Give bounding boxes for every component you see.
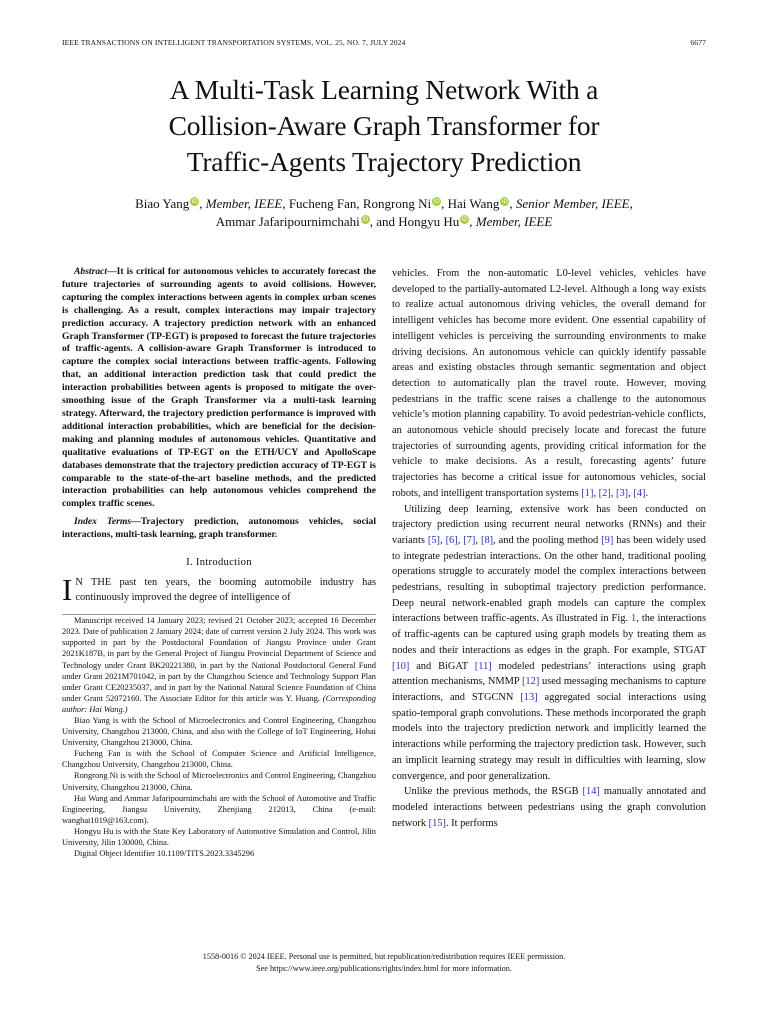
author-list [40, 195, 728, 231]
section-heading-introduction: I. Introduction [186, 557, 252, 569]
permissions-line: See https://www.ieee.org/publications/rights/index.html for more information. [256, 963, 512, 973]
abstract-label: Abstract [74, 266, 108, 277]
intro-text: N THE past ten years, the booming automobile industry has continuously improved the degree of intelligence of [75, 576, 376, 604]
footnote-affiliation: Biao Yang is with the School of Microelectronics and Control Engineering, Changzhou University, Changzhou 213000, China, and also with the College of IoT Engineering, Hohai University, Changzhou 213000, China. [62, 715, 376, 748]
index-terms [62, 516, 376, 542]
author-role: , Senior Member, IEEE, [509, 196, 633, 211]
citation-link[interactable]: [14] [582, 786, 600, 798]
body-text: , the interactions of traffic-agents can be captured using graph models by treating them as nodes and their interactions as edges in the graph. For example, STGAT [392, 613, 706, 656]
drop-cap: I [62, 571, 73, 607]
citation-link[interactable]: [9] [601, 534, 614, 546]
body-text: . It performs [445, 817, 498, 829]
abstract-dash: — [107, 266, 117, 277]
running-header [62, 38, 706, 50]
author-name: , and Hongyu Hu [369, 214, 460, 229]
body-text: modeled pedestrians’ interactions using graph attention mechanisms, NMMP [392, 660, 706, 688]
citation-link[interactable]: [11] [474, 660, 492, 672]
body-text: has been widely used to integrate pedestrian interactions. On the other hand, traditional pooling operations struggle to accurately model the complex interactions between pedestrians, resulting in suboptimal trajectory prediction performance. Deep neural network-enabled graph models can capture the complex interactions between traffic-agents. As illustrated in Fig. [392, 534, 706, 625]
orcid-icon[interactable]: iD [191, 198, 198, 205]
author-line-2 [40, 213, 728, 231]
index-terms-dash: — [131, 516, 141, 528]
body-text: used messaging mechanisms to capture interactions, and STGCNN [392, 676, 706, 703]
body-text: Unlike the previous methods, the RSGB [404, 786, 583, 798]
body-text: vehicles. From the non-automatic L0-level vehicles, vehicles have developed to the partially-automated L2-level. Although a long way exists to realize actual autonomous driving vehicles, the overall demand for intelligent vehicles has become more evident. One essential capability of intelligent vehicles is perceiving the surrounding environments to make driving decisions. An autonomous vehicle can quickly identify passable areas and existing obstacles through semantic segmentation and object detection to automatically plan the travel route. However, moving pedestrians in the traffic scene raises a challenge to the autonomous vehicle’s motion planning capability. To avoid pedestrian-vehicle conflicts, an autonomous vehicle should precisely locate and forecast the future trajectories of surrounding agents, providing critical information for the vehicle to make decisions. As a result, forecasting agents’ future trajectories has become a critical issue for autonomous vehicles, social robots, and intelligent transportation systems [392, 268, 706, 499]
footnote-doi: Digital Object Identifier 10.1109/TITS.2023.3345296 [74, 849, 255, 859]
citation-link[interactable]: [4] [633, 487, 646, 499]
author-role: , Member, IEEE [469, 214, 553, 229]
title-line-2: Collision-Aware Graph Transformer for [168, 110, 600, 141]
body-text: Utilizing deep learning, extensive work has been conducted on trajectory prediction using recurrent neural networks (RNNs) and their variants [392, 503, 706, 546]
paper-title [40, 72, 728, 180]
footnote-affiliation: Fucheng Fan is with the School of Computer Science and Artificial Intelligence, Changzhou University, Changzhou 213000, China. [62, 749, 376, 770]
footnote-affiliation: Hai Wang and Ammar Jafaripournimchahi are with the School of Automotive and Traffic Engineering, Jiangsu University, Zhenjiang 212013, China (e-mail: wanghai1019@163.com). [62, 793, 376, 825]
citation-link[interactable]: [3] [615, 487, 629, 499]
footnote-manuscript [62, 615, 376, 715]
author-name: , Fucheng Fan, Rongrong Ni [282, 196, 432, 211]
footnote-text: Manuscript received 14 January 2023; revised 21 October 2023; accepted 16 December 2023. Date of publication 2 January 2024; date of current version 2 July 2024. This work was supported in part by the Postdoctoral Foundation of Jiangsu Province under Grant 2021K187B, in part by the General Project of Jiangsu Provincial Department of Science and Technology under Grant BK20221380, in part by the National Postdoctoral General Fund under Grant 2021M701042, in part by the Changzhou Science and Technology Support Plan under Grant CE20235037, and in part by the National Natural Science Foundation of China under Grant 52072160. The Associate Editor for this article was Y. Huang. [62, 616, 376, 703]
title-line-1: A Multi-Task Learning Network With a [169, 74, 599, 105]
body-paragraph: Utilizing deep learning, extensive work has been conducted on trajectory prediction using recurrent neural networks (RNNs) and their variants [5], [6], [7], [8], and the pooling method [9] has been widely used to integrate pedestrian interactions. On the other hand, traditional pooling operations struggle to accurately model the complex interactions between pedestrians, resulting in suboptimal trajectory prediction performance. Deep neural network-enabled graph models can capture the complex interactions between traffic-agents. As illustrated in Fig. 1, the interactions of traffic-agents can be captured using graph models by treating them as nodes and their interactions as edges in the graph. For example, STGAT [10] and BiGAT [11] modeled pedestrians’ interactions using graph attention mechanisms, NMMP [12] used messaging mechanisms to capture interactions, and STGCNN [13] aggregated social interactions using spatio-temporal graph convolutions. These methods incorporated the graph models into the trajectory prediction network and implicitly learned the interactions while performing the trajectory prediction task. However, such an implicit learning strategy may result in difficulties with learning, slow convergence, and poor generalization. [392, 503, 706, 782]
abstract [62, 266, 376, 511]
body-text: aggregated social interactions using spatio-temporal graph convolutions. These methods incorporated the graph models into the trajectory prediction network and implicitly learned the interactions while performing the trajectory prediction task. However, such an implicit learning strategy may result in difficulties with learning, slow convergence, and poor generalization. [392, 691, 706, 782]
orcid-icon[interactable]: iD [433, 198, 440, 205]
corresponding-author: (Corresponding author: Hai Wang.) [62, 693, 376, 714]
citation-link[interactable]: [6] [445, 534, 458, 546]
copyright-footer [62, 951, 706, 974]
copyright-line: 1558-0016 © 2024 IEEE. Personal use is permitted, but republication/redistribution requires IEEE permission. [202, 952, 566, 961]
orcid-icon[interactable]: iD [461, 216, 468, 223]
citation-link[interactable]: [1] [581, 487, 594, 499]
author-name: Ammar Jafaripournimchahi [215, 214, 360, 229]
body-text: , and the pooling method [493, 534, 602, 546]
citation-link[interactable]: [5] [427, 534, 440, 546]
citation-link[interactable]: [12] [521, 676, 540, 688]
author-line-1 [40, 195, 728, 213]
citation-link[interactable]: [10] [392, 660, 410, 672]
figure-link[interactable]: 1 [631, 613, 637, 625]
footnote-affiliation: Rongrong Ni is with the School of Microelectronics and Control Engineering, Changzhou University, Changzhou 213000, China. [62, 771, 376, 792]
author-role: , Member, IEEE [199, 196, 283, 211]
body-paragraph [392, 784, 706, 831]
index-terms-text: Trajectory prediction, autonomous vehicles, social interactions, multi-task learning, graph transformer. [62, 516, 376, 541]
left-column [62, 266, 376, 859]
author-name: , Hai Wang [441, 196, 500, 211]
orcid-icon[interactable]: iD [501, 198, 509, 205]
index-terms-label: Index Terms [74, 516, 132, 528]
citation-link[interactable]: [7] [463, 534, 476, 546]
orcid-icon[interactable]: iD [362, 216, 369, 223]
page-number: 6677 [690, 38, 706, 47]
journal-name: IEEE TRANSACTIONS ON INTELLIGENT TRANSPORTATION SYSTEMS, VOL. 25, NO. 7, JULY 2024 [62, 38, 406, 47]
body-text: manually annotated and modeled interactions between pedestrians using the graph convolution network [392, 786, 706, 829]
footnotes [62, 614, 376, 859]
citation-link[interactable]: [2] [598, 487, 611, 499]
citation-link[interactable]: [13] [520, 691, 538, 703]
abstract-text: It is critical for autonomous vehicles to accurately forecast the future trajectories of surrounding agents to avoid collisions. However, capturing the complex interactions between agents in complex urban scenes is challenging. As a result, complex interactions may impair trajectory prediction accuracy. A trajectory prediction network with an enhanced Graph Transformer (TP-EGT) is proposed to forecast the future trajectories of traffic-agents. A collision-aware Graph Transformer is introduced to capture the complex social interactions between traffic-agents. Following that, an additional interaction prediction task that could predict the interaction probabilities between agents is proposed to mitigate the over-smoothing issue of the Graph Transformer via a multi-task learning strategy. Afterward, the trajectory prediction performance is improved with additional interaction probabilities, which are beneficial for the decision-making and planning modules of autonomous vehicles. Quantitative and qualitative evaluations of TP-EGT on the ETH/UCY and ApolloScape databases demonstrate that the trajectory prediction accuracy of TP-EGT is comparable to the state-of-the-art baseline methods, and the predicted interaction probabilities can help autonomous vehicles comprehend the complex traffic scenes. [62, 266, 376, 510]
title-line-3: Traffic-Agents Trajectory Prediction [186, 146, 582, 177]
citation-link[interactable]: [8] [480, 534, 494, 546]
citation-link[interactable]: [15] [428, 817, 446, 829]
author-name: Biao Yang [135, 196, 190, 211]
intro-paragraph [62, 571, 376, 607]
right-column [392, 266, 706, 831]
body-paragraph: vehicles. From the non-automatic L0-level vehicles, vehicles have developed to the partially-automated L2-level. Although a long way exists to realize actual autonomous driving vehicles, the overall demand for intelligent vehicles has become more evident. One essential capability of intelligent vehicles is perceiving the surrounding environments to make driving decisions. An autonomous vehicle can quickly identify passable areas and existing obstacles through semantic segmentation and object detection to automatically plan the travel route. However, moving pedestrians in the traffic scene raises a challenge to the autonomous vehicle’s motion planning capability. To avoid pedestrian-vehicle conflicts, an autonomous vehicle should precisely locate and forecast the future trajectories of surrounding agents, providing critical information for the vehicle to make decisions. As a result, forecasting agents’ future trajectories has become a critical issue for autonomous vehicles, social robots, and intelligent transportation systems [1], [2], [3], [4]. [392, 268, 706, 499]
footnote-affiliation: Hongyu Hu is with the State Key Laboratory of Automotive Simulation and Control, Jilin University, Jilin 130000, China. [62, 826, 376, 848]
body-text: and BiGAT [409, 660, 475, 672]
